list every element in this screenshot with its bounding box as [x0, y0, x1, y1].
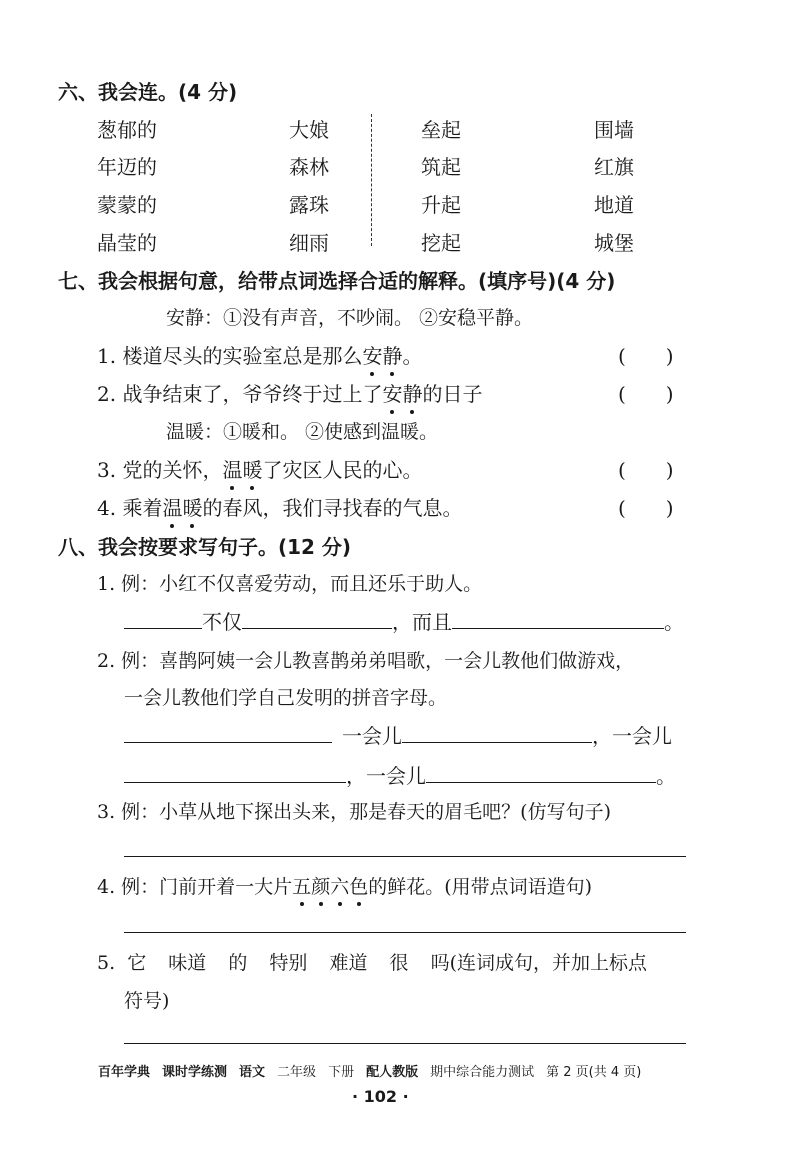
answer-paren[interactable]: ( )	[618, 496, 674, 520]
footer-series: 课时学练测	[162, 1065, 228, 1080]
question-8-1-example: 1. 例：小红不仅喜爱劳动，而且还乐于助人。	[97, 573, 483, 595]
dotted-char: 暖	[242, 454, 262, 483]
word-card: 的	[228, 952, 248, 974]
match-col3-item: 升起	[421, 193, 461, 217]
question-text: 的日子	[422, 382, 483, 406]
column-divider	[371, 114, 372, 246]
question-8-2-example-line2: 一会儿教他们学自己发明的拼音字母。	[124, 687, 448, 709]
footer-page: 第 2 页(共 4 页)	[546, 1065, 642, 1080]
answer-blank[interactable]	[426, 764, 656, 783]
match-col2-item: 大娘	[289, 118, 329, 142]
dotted-char: 五	[292, 872, 311, 899]
footer-term: 下册	[328, 1065, 355, 1080]
fill-word: ，一会儿	[592, 724, 672, 748]
question-7-2	[97, 378, 482, 407]
question-8-1-answer	[124, 606, 684, 635]
question-text: 1. 楼道尽头的实验室总是那么	[97, 344, 363, 368]
definition-wennuan: 温暖：①暖和。 ②使感到温暖。	[166, 421, 439, 443]
question-8-3: 3. 例：小草从地下探出头来，那是春天的眉毛吧？(仿写句子)	[97, 801, 611, 823]
question-text: 了灾区人民的心。	[262, 458, 423, 482]
match-col2-item: 森林	[289, 155, 329, 179]
footer-edition: 配人教版	[366, 1065, 419, 1080]
match-col4-item: 地道	[594, 193, 634, 217]
dotted-char: 温	[162, 492, 182, 521]
dotted-char: 颜	[311, 872, 330, 899]
word-card: 它	[127, 952, 147, 974]
question-text: 2. 战争结束了，爷爷终于过上了	[97, 382, 383, 406]
match-col2-item: 露珠	[289, 193, 329, 217]
question-text: 的鲜花。(用带点词语造句)	[368, 876, 593, 898]
dotted-char: 静	[402, 378, 422, 407]
answer-blank[interactable]	[124, 764, 346, 783]
question-8-5	[97, 948, 647, 975]
answer-line[interactable]	[124, 932, 686, 933]
question-text: 4. 乘着	[97, 496, 163, 520]
fill-word: 一会儿	[342, 724, 402, 748]
answer-blank[interactable]	[124, 724, 332, 743]
question-8-5-note: 符号)	[124, 990, 170, 1012]
fill-word: 。	[664, 610, 684, 634]
q-number: 5.	[97, 952, 116, 974]
question-8-4	[97, 872, 592, 899]
match-col1-item: 葱郁的	[97, 118, 157, 142]
footer-test: 期中综合能力测试	[430, 1065, 535, 1080]
question-8-2-answer-line1	[124, 720, 672, 749]
question-7-1	[97, 340, 422, 369]
section-7-title: 七、我会根据句意，给带点词选择合适的解释。(填序号)(4 分)	[58, 269, 616, 293]
word-card: 吗	[430, 952, 450, 974]
question-8-2-answer-line2	[124, 760, 676, 789]
match-col3-item: 挖起	[421, 231, 461, 255]
question-text: 3. 党的关怀，	[97, 458, 223, 482]
answer-blank[interactable]	[242, 610, 392, 629]
question-7-4	[97, 492, 462, 521]
dotted-char: 静	[382, 340, 402, 369]
answer-paren[interactable]: ( )	[618, 382, 674, 406]
match-col3-item: 垒起	[421, 118, 461, 142]
match-col4-item: 红旗	[594, 155, 634, 179]
dotted-char: 六	[330, 872, 349, 899]
match-col1-item: 晶莹的	[97, 231, 157, 255]
answer-line[interactable]	[124, 856, 686, 857]
question-text: 。	[402, 344, 423, 368]
dotted-char: 暖	[182, 492, 202, 521]
question-7-3	[97, 454, 422, 483]
footer-brand: 百年学典	[98, 1065, 151, 1080]
dotted-char: 温	[222, 454, 242, 483]
answer-blank[interactable]	[124, 610, 202, 629]
word-card: 难道	[329, 952, 368, 974]
fill-word: ，一会儿	[346, 764, 426, 788]
match-col4-item: 城堡	[594, 231, 634, 255]
answer-paren[interactable]: ( )	[618, 458, 674, 482]
dotted-char: 安	[382, 378, 402, 407]
answer-line[interactable]	[124, 1043, 686, 1044]
word-card: 味道	[168, 952, 207, 974]
question-text: 4. 例：门前开着一大片	[97, 876, 293, 898]
match-col2-item: 细雨	[289, 231, 329, 255]
page-number: · 102 ·	[352, 1087, 409, 1106]
page-footer	[98, 1061, 653, 1080]
question-text: 的春风，我们寻找春的气息。	[202, 496, 463, 520]
answer-paren[interactable]: ( )	[618, 344, 674, 368]
word-card: 很	[389, 952, 409, 974]
definition-anjing: 安静：①没有声音，不吵闹。 ②安稳平静。	[166, 307, 534, 329]
section-6-title: 六、我会连。(4 分)	[58, 80, 238, 104]
fill-word: 不仅	[202, 610, 242, 634]
fill-word: 。	[656, 764, 676, 788]
match-col4-item: 围墙	[594, 118, 634, 142]
answer-blank[interactable]	[452, 610, 664, 629]
answer-blank[interactable]	[402, 724, 592, 743]
match-col1-item: 蒙蒙的	[97, 193, 157, 217]
dotted-char: 安	[362, 340, 382, 369]
word-card: 特别	[269, 952, 308, 974]
match-col3-item: 筑起	[421, 155, 461, 179]
section-8-title: 八、我会按要求写句子。(12 分)	[58, 535, 352, 559]
dotted-char: 色	[349, 872, 368, 899]
instruction: (连词成句，并加上标点	[449, 952, 647, 974]
question-8-2-example-line1: 2. 例：喜鹊阿姨一会儿教喜鹊弟弟唱歌，一会儿教他们做游戏，	[97, 650, 635, 672]
footer-grade: 二年级	[277, 1065, 317, 1080]
footer-subject: 语文	[239, 1065, 266, 1080]
match-col1-item: 年迈的	[97, 155, 157, 179]
fill-word: ，而且	[392, 610, 452, 634]
